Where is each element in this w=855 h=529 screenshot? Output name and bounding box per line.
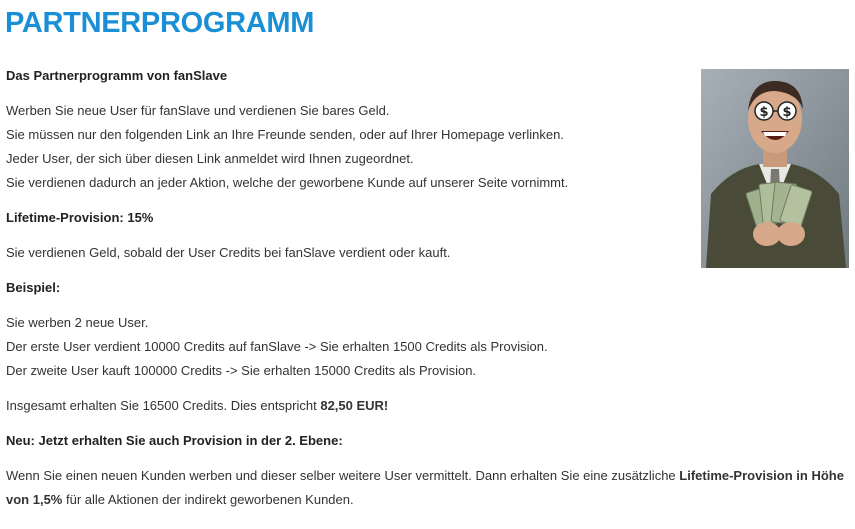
lifetime-heading: Lifetime-Provision: 15% (6, 210, 154, 225)
total-value: 82,50 EUR! (320, 398, 389, 413)
example-line: Sie werben 2 neue User. (6, 315, 149, 330)
total-text-label: Insgesamt erhalten Sie 16500 Credits. Dies entspricht (6, 398, 321, 413)
level2-heading: Neu: Jetzt erhalten Sie auch Provision in der 2. Ebene: (6, 433, 343, 448)
level2-text-end: für alle Aktionen der indirekt geworbenen Kunden. (62, 492, 354, 507)
level2-text (6, 464, 851, 512)
intro-line: Jeder User, der sich über diesen Link anmeldet wird Ihnen zugeordnet. (6, 151, 414, 166)
level2-bold: Lifetime-Provision in Höhe von 1,5% (6, 468, 844, 507)
intro-paragraph (6, 99, 851, 195)
lifetime-text: Sie verdienen Geld, sobald der User Credits bei fanSlave verdient oder kauft. (6, 245, 451, 260)
partner-program-content (6, 64, 851, 512)
example-line: Der zweite User kauft 100000 Credits -> Sie erhalten 15000 Credits als Provision. (6, 363, 477, 378)
example-line: Der erste User verdient 10000 Credits auf fanSlave -> Sie erhalten 1500 Credits als Provision. (6, 339, 548, 354)
level2-text-start: Wenn Sie einen neuen Kunden werben und dieser selber weitere User vermittelt. Dann erhalten Sie eine zusätzliche (6, 468, 680, 483)
svg-text:$: $ (759, 105, 769, 120)
intro-heading: Das Partnerprogramm von fanSlave (6, 68, 228, 83)
page-title: PARTNERPROGRAMM (5, 7, 315, 39)
intro-line: Werben Sie neue User für fanSlave und verdienen Sie bares Geld. (6, 103, 390, 118)
intro-line: Sie müssen nur den folgenden Link an Ihre Freunde senden, oder auf Ihrer Homepage verlinken. (6, 127, 564, 142)
svg-text:$: $ (782, 105, 792, 120)
example-paragraph (6, 311, 851, 383)
example-heading: Beispiel: (6, 280, 61, 295)
total-text (6, 394, 851, 418)
intro-line: Sie verdienen dadurch an jeder Aktion, welche der geworbene Kunde auf unserer Seite vornimmt. (6, 175, 569, 190)
